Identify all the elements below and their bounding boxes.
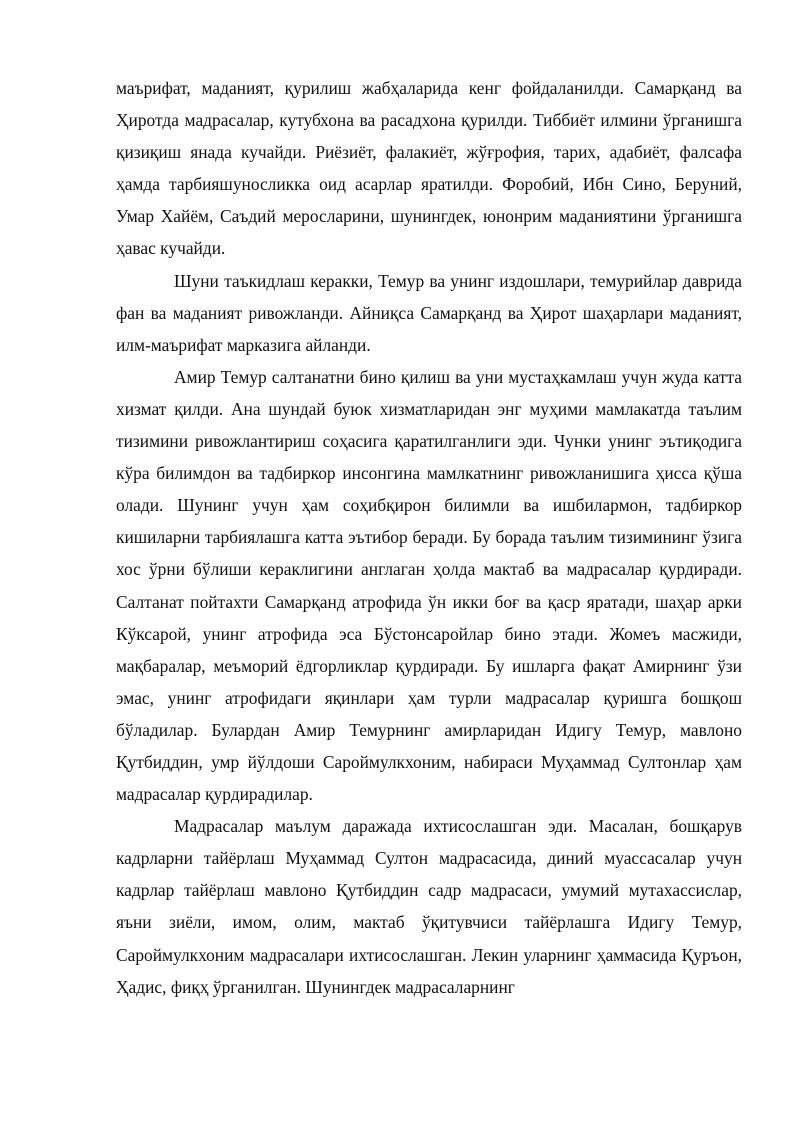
paragraph-3: Амир Темур салтанатни бино қилиш ва уни мустаҳкамлаш учун жуда катта хизмат қилди. Ана шундай буюк хизматларидан энг муҳими мамлакатда таълим тизимини ривожлантириш соҳасига қаратилганлиги эди. Чунки унинг эътиқодига кўра билимдон ва тадбиркор инсонгина мамлкатнинг ривожланишига ҳисса қўша олади. Шунинг учун ҳам соҳибқирон билимли ва ишбилармон, тадбиркор кишиларни тарбиялашга катта эътибор беради. Бу борада таълим тизимининг ўзига хос ўрни бўлиши кераклигини англаган ҳолда мактаб ва мадрасалар қурдиради. Салтанат пойтахти Самарқанд атрофида ўн икки боғ ва қаср яратади, шаҳар арки Кўксарой, унинг атрофида эса Бўстонсаройлар бино этади. Жомеъ масжиди, мақбаралар, меъморий ёдгорликлар қурдиради. Бу ишларга фақат Амирнинг ўзи эмас, унинг атрофидаги яқинлари ҳам турли мадрасалар қуришга бошқош бўладилар. Булардан Амир Темурнинг амирларидан Идигу Темур, мавлоно Қутбиддин, умр йўлдоши Сароймулкхоним, набираси Муҳаммад Султонлар ҳам мадрасалар қурдирадилар. xyxy=(116,366,742,805)
paragraph-1: маърифат, маданият, қурилиш жабҳаларида кенг фойдаланилди. Самарқанд ва Ҳиротда мадрасалар, кутубхона ва расадхона қурилди. Тиббиёт илмини ўрганишга қизиқиш янада кучайди. Риёзиёт, фалакиёт, жўғрофия, тарих, адабиёт, фалсафа ҳамда тарбияшуносликка оид асарлар яратилди. Форобий, Ибн Сино, Беруний, Умар Хайём, Саъдий меросларини, шунингдек, юнонрим маданиятини ўрганишга ҳавас кучайди. xyxy=(116,78,742,259)
paragraph-2: Шуни таъкидлаш керакки, Темур ва унинг издошлари, темурийлар даврида фан ва маданият ривожланди. Айниқса Самарқанд ва Ҳирот шаҳарлари маданият, илм-маърифат марказига айланди. xyxy=(116,270,742,355)
document-page xyxy=(116,72,742,1003)
paragraph-4: Мадрасалар маълум даражада ихтисослашган эди. Масалан, бошқарув кадрларни тайёрлаш Муҳаммад Султон мадрасасида, диний муассасалар учун кадрлар тайёрлаш мавлоно Қутбиддин садр мадрасаси, умумий мутахассислар, яъни зиёли, имом, олим, мактаб ўқитувчиси тайёрлашга Идигу Темур, Сароймулкхоним мадрасалари ихтисослашган. Лекин уларнинг ҳаммасида Қуръон, Ҳадис, фиқҳ ўрганилган. Шунингдек мадрасаларнинг xyxy=(116,816,742,997)
